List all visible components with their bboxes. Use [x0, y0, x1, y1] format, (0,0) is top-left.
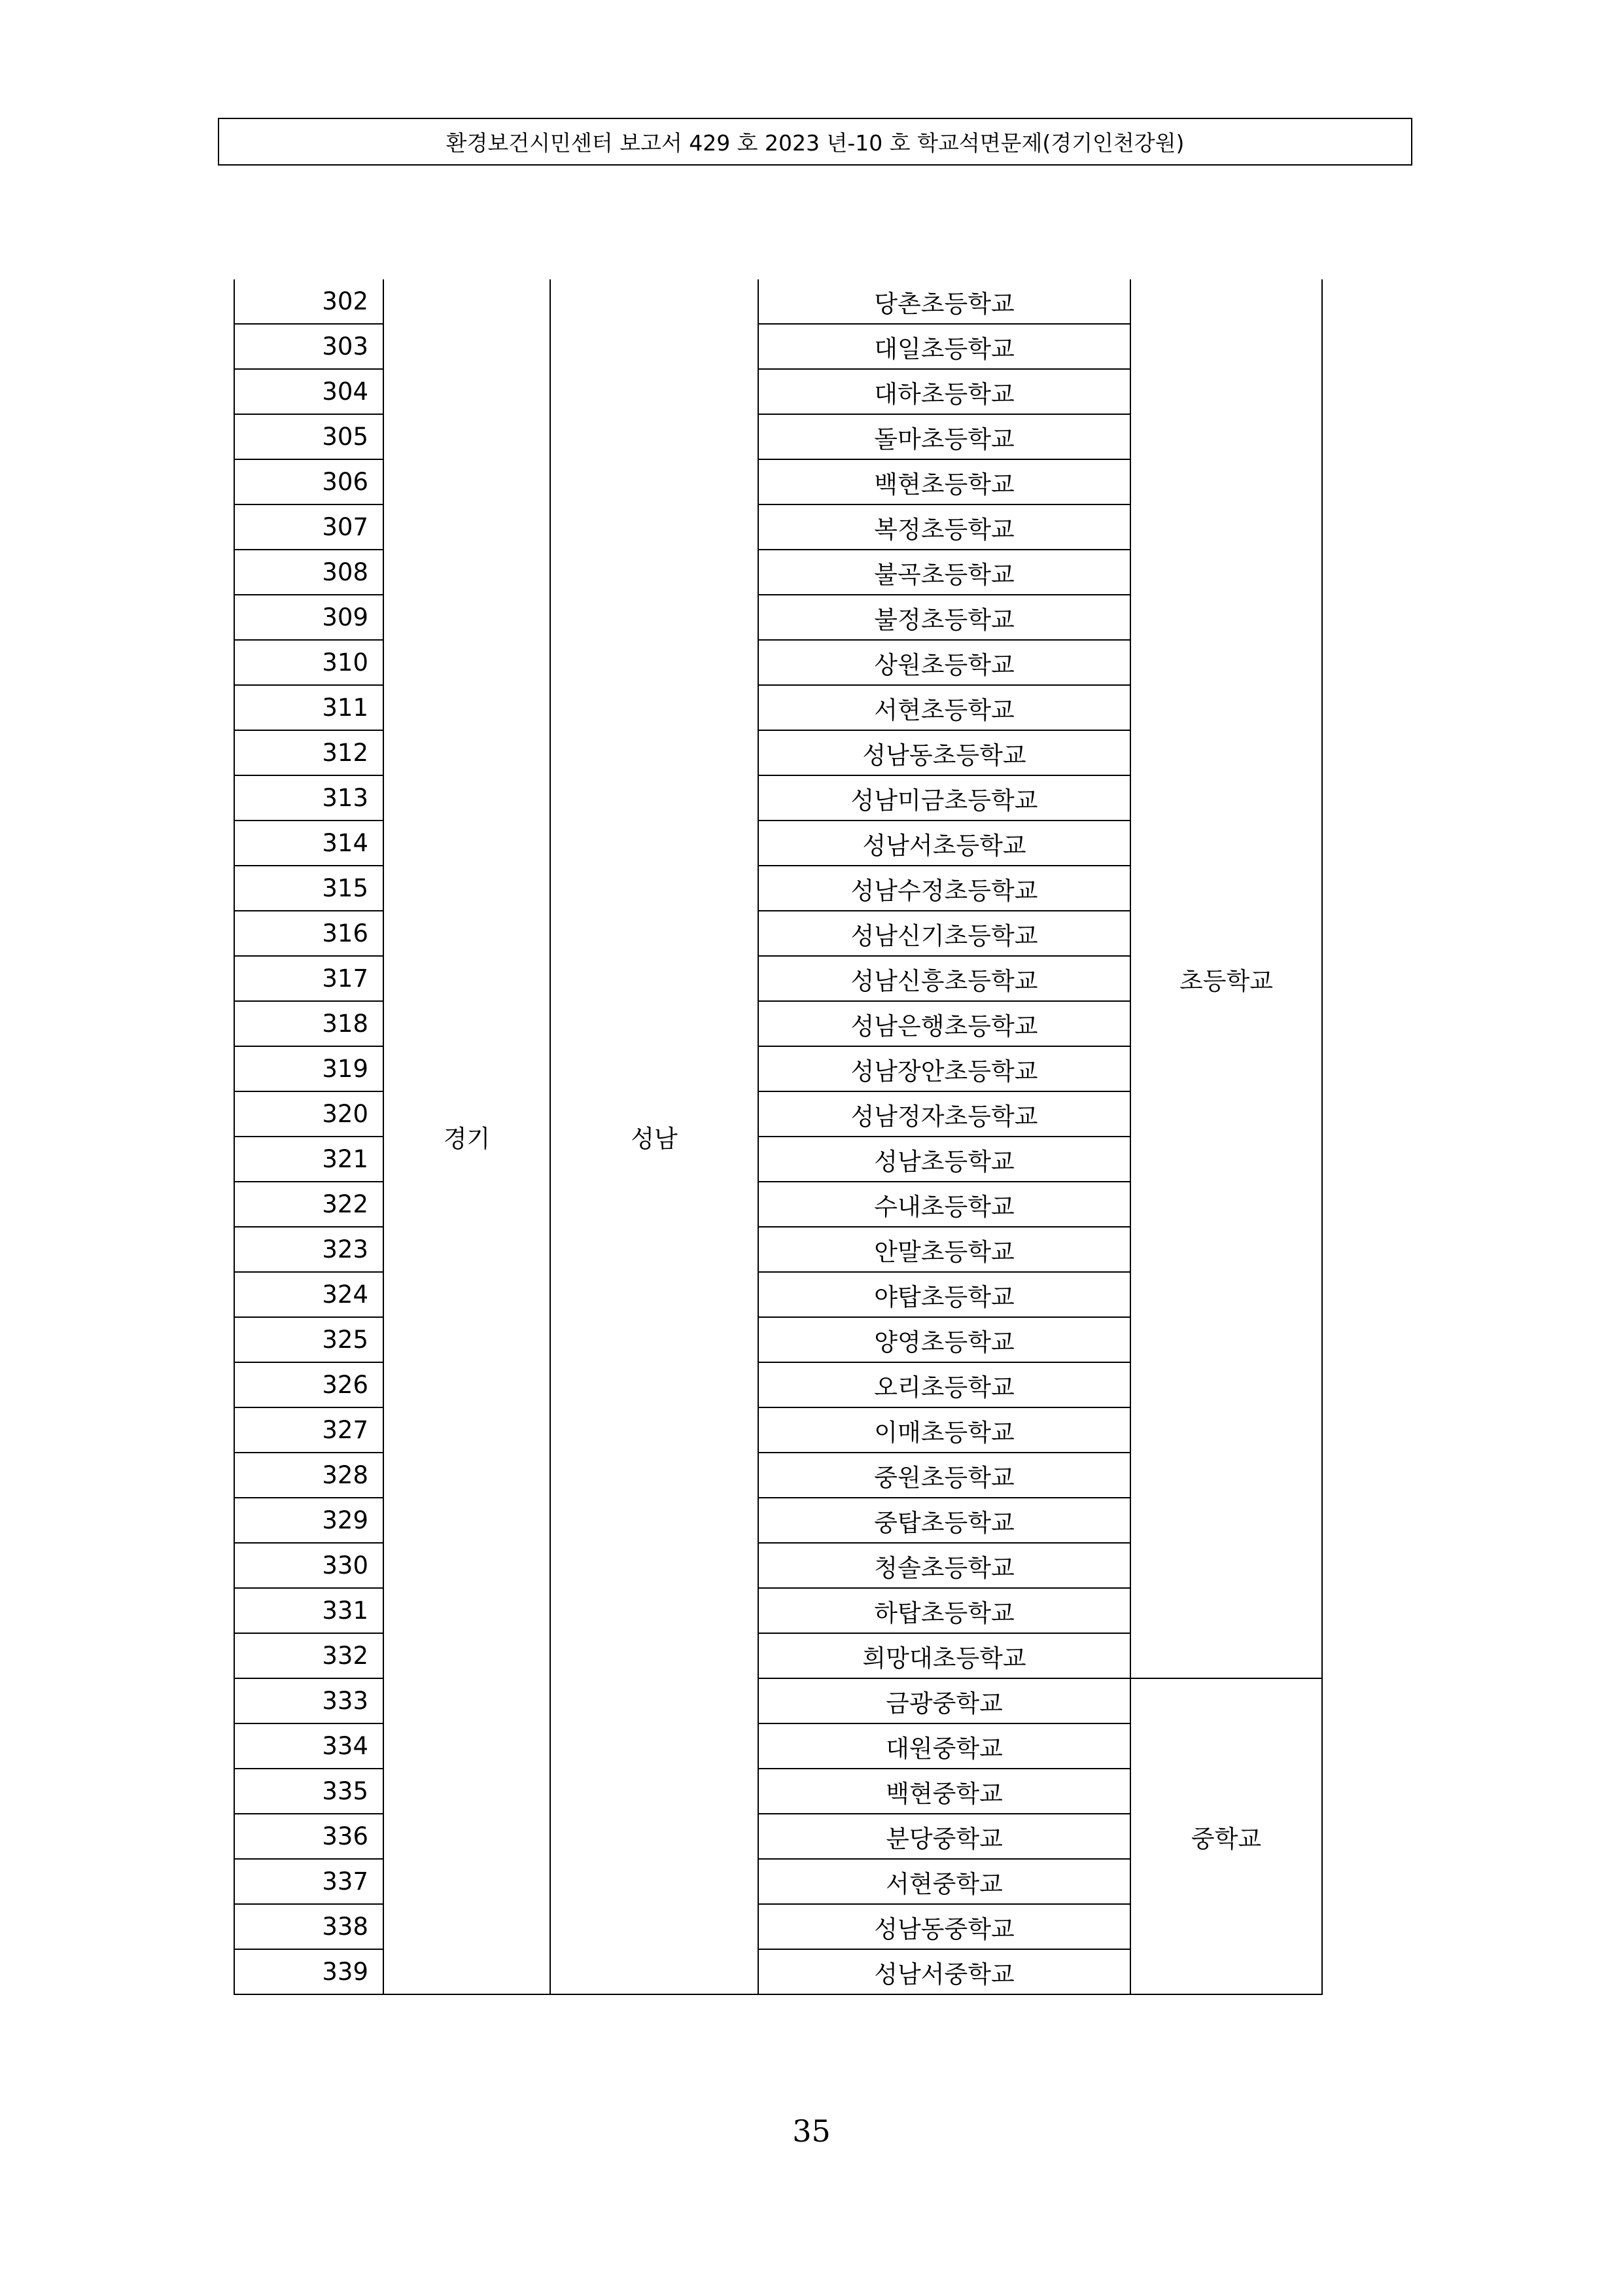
row-number-cell: 326 [234, 1362, 383, 1407]
row-number-cell: 324 [234, 1272, 383, 1317]
row-number-cell: 320 [234, 1091, 383, 1137]
row-number-cell: 307 [234, 504, 383, 550]
report-header-title: 환경보건시민센터 보고서 429 호 2023 년-10 호 학교석면문제(경기인천강원) [445, 130, 1185, 156]
school-name-cell: 성남신기초등학교 [758, 911, 1130, 956]
row-number-cell: 317 [234, 956, 383, 1001]
table-row [234, 279, 1322, 324]
school-name-cell: 중탑초등학교 [758, 1498, 1130, 1543]
school-name-cell: 성남장안초등학교 [758, 1046, 1130, 1091]
school-name-cell: 불정초등학교 [758, 595, 1130, 640]
school-name-cell: 희망대초등학교 [758, 1633, 1130, 1678]
row-number-cell: 335 [234, 1769, 383, 1814]
row-number-cell: 338 [234, 1904, 383, 1949]
row-number-cell: 325 [234, 1317, 383, 1362]
school-name-cell: 성남서중학교 [758, 1949, 1130, 1994]
school-name-cell: 성남초등학교 [758, 1137, 1130, 1182]
school-name-cell: 분당중학교 [758, 1814, 1130, 1859]
row-number-cell: 310 [234, 640, 383, 685]
school-name-cell: 양영초등학교 [758, 1317, 1130, 1362]
school-name-cell: 서현중학교 [758, 1859, 1130, 1904]
row-number-cell: 306 [234, 459, 383, 504]
school-name-cell: 서현초등학교 [758, 685, 1130, 730]
school-name-cell: 백현중학교 [758, 1769, 1130, 1814]
school-name-cell: 돌마초등학교 [758, 414, 1130, 459]
school-name-cell: 야탑초등학교 [758, 1272, 1130, 1317]
report-header [218, 118, 1412, 166]
row-number-cell: 337 [234, 1859, 383, 1904]
row-number-cell: 304 [234, 369, 383, 414]
row-number-cell: 330 [234, 1543, 383, 1588]
row-number-cell: 302 [234, 279, 383, 324]
school-name-cell: 상원초등학교 [758, 640, 1130, 685]
school-name-cell: 이매초등학교 [758, 1407, 1130, 1453]
school-name-cell: 성남정자초등학교 [758, 1091, 1130, 1137]
row-number-cell: 318 [234, 1001, 383, 1046]
row-number-cell: 309 [234, 595, 383, 640]
row-number-cell: 332 [234, 1633, 383, 1678]
page-number: 35 [792, 2113, 831, 2149]
school-name-cell: 복정초등학교 [758, 504, 1130, 550]
school-name-cell: 안말초등학교 [758, 1227, 1130, 1272]
school-name-cell: 성남미금초등학교 [758, 775, 1130, 821]
row-number-cell: 322 [234, 1182, 383, 1227]
row-number-cell: 316 [234, 911, 383, 956]
row-number-cell: 327 [234, 1407, 383, 1453]
city-cell: 성남 [550, 279, 758, 1994]
school-name-cell: 불곡초등학교 [758, 550, 1130, 595]
school-name-cell: 성남수정초등학교 [758, 866, 1130, 911]
school-name-cell: 수내초등학교 [758, 1182, 1130, 1227]
row-number-cell: 314 [234, 821, 383, 866]
school-type-cell: 초등학교 [1130, 279, 1322, 1678]
row-number-cell: 328 [234, 1453, 383, 1498]
row-number-cell: 315 [234, 866, 383, 911]
row-number-cell: 305 [234, 414, 383, 459]
row-number-cell: 329 [234, 1498, 383, 1543]
row-number-cell: 334 [234, 1723, 383, 1769]
row-number-cell: 308 [234, 550, 383, 595]
school-name-cell: 오리초등학교 [758, 1362, 1130, 1407]
school-type-cell: 중학교 [1130, 1678, 1322, 1994]
school-name-cell: 하탑초등학교 [758, 1588, 1130, 1633]
school-name-cell: 당촌초등학교 [758, 279, 1130, 324]
row-number-cell: 336 [234, 1814, 383, 1859]
school-name-cell: 성남서초등학교 [758, 821, 1130, 866]
school-name-cell: 금광중학교 [758, 1678, 1130, 1723]
school-name-cell: 대일초등학교 [758, 324, 1130, 369]
row-number-cell: 303 [234, 324, 383, 369]
row-number-cell: 319 [234, 1046, 383, 1091]
school-name-cell: 성남동초등학교 [758, 730, 1130, 775]
school-name-cell: 대원중학교 [758, 1723, 1130, 1769]
row-number-cell: 339 [234, 1949, 383, 1994]
school-name-cell: 성남은행초등학교 [758, 1001, 1130, 1046]
school-table [234, 279, 1323, 1995]
school-name-cell: 청솔초등학교 [758, 1543, 1130, 1588]
row-number-cell: 333 [234, 1678, 383, 1723]
school-name-cell: 성남동중학교 [758, 1904, 1130, 1949]
row-number-cell: 313 [234, 775, 383, 821]
school-name-cell: 중원초등학교 [758, 1453, 1130, 1498]
row-number-cell: 331 [234, 1588, 383, 1633]
school-name-cell: 백현초등학교 [758, 459, 1130, 504]
row-number-cell: 312 [234, 730, 383, 775]
school-name-cell: 성남신흥초등학교 [758, 956, 1130, 1001]
row-number-cell: 311 [234, 685, 383, 730]
row-number-cell: 321 [234, 1137, 383, 1182]
row-number-cell: 323 [234, 1227, 383, 1272]
school-name-cell: 대하초등학교 [758, 369, 1130, 414]
province-cell: 경기 [383, 279, 550, 1994]
